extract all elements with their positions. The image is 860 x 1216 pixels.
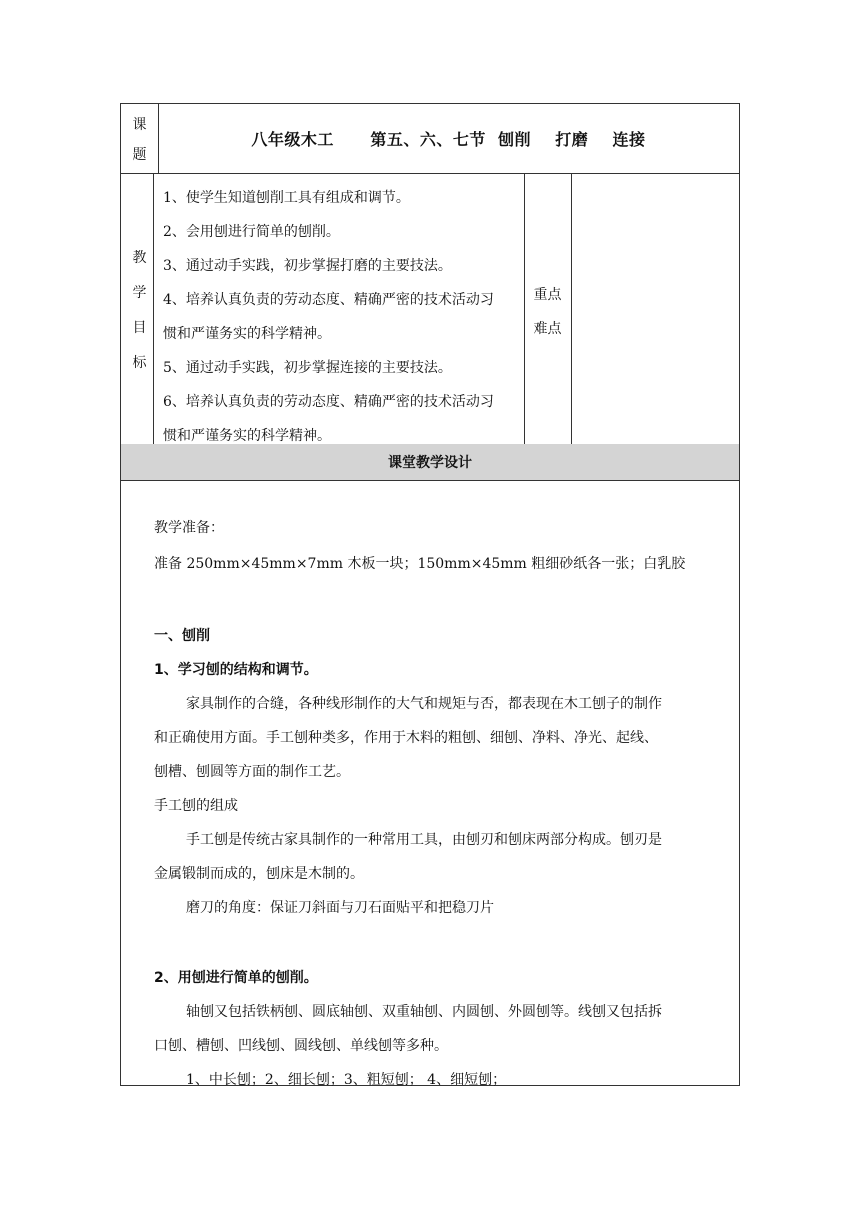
paragraph-line: 家具制作的合缝，各种线形制作的大气和规矩与否，都表现在木工刨子的制作 xyxy=(186,696,662,712)
heading-simple-planing: 2、用刨进行简单的刨削。 xyxy=(154,970,318,986)
objective-line: 3、通过动手实践，初步掌握打磨的主要技法。 xyxy=(163,258,452,274)
heading-plane-structure: 1、学习刨的结构和调节。 xyxy=(154,662,318,678)
section-header: 课堂教学设计 xyxy=(388,455,472,471)
title-label-char: 题 xyxy=(132,147,147,163)
objective-line: 4、培养认真负责的劳动态度、精确严密的技术活动习 xyxy=(163,292,494,308)
key-points-text: 重点 xyxy=(533,287,562,303)
paragraph-line: 刨槽、刨圆等方面的制作工艺。 xyxy=(154,764,350,780)
title-row xyxy=(121,104,739,173)
paragraph-line: 轴刨又包括铁柄刨、圆底轴刨、双重轴刨、内圆刨、外圆刨等。线刨又包括拆 xyxy=(186,1004,662,1020)
key-points-label xyxy=(524,278,571,346)
objective-line: 惯和严谨务实的科学精神。 xyxy=(163,326,331,342)
prep-text: 准备 250mm×45mm×7mm 木板一块；150mm×45mm 粗细砂纸各一张；白乳胶 xyxy=(154,556,686,572)
prep-heading: 教学准备： xyxy=(154,520,224,536)
objective-line: 惯和严谨务实的科学精神。 xyxy=(163,428,331,444)
paragraph-line: 磨刀的角度：保证刀斜面与刀石面贴平和把稳刀片 xyxy=(186,900,494,916)
objective-line: 5、通过动手实践，初步掌握连接的主要技法。 xyxy=(163,360,452,376)
objective-line: 1、使学生知道刨削工具有组成和调节。 xyxy=(163,190,410,206)
lesson-plan-table xyxy=(120,103,740,1086)
objectives-label-char: 标 xyxy=(132,355,147,371)
objectives-label-char: 学 xyxy=(132,285,147,301)
paragraph-line: 口刨、槽刨、凹线刨、圆线刨、单线刨等多种。 xyxy=(154,1038,448,1054)
section-header-row xyxy=(121,444,739,480)
objectives-list xyxy=(163,181,523,453)
objective-line: 2、会用刨进行简单的刨削。 xyxy=(163,224,340,240)
paragraph-line: 和正确使用方面。手工刨种类多，作用于木料的粗刨、细刨、净料、净光、起线、 xyxy=(154,730,658,746)
heading-planing: 一、刨削 xyxy=(154,628,210,644)
difficult-points-text: 难点 xyxy=(533,321,562,337)
paragraph-line: 金属锻制而成的，刨床是木制的。 xyxy=(154,866,364,882)
objectives-label-char: 教 xyxy=(132,250,147,266)
lesson-title: 八年级木工 第五、六、七节 刨削 打磨 连接 xyxy=(251,130,646,149)
objectives-label-char: 目 xyxy=(132,320,147,336)
title-label xyxy=(121,110,158,170)
objectives-row xyxy=(121,173,739,444)
subheading-plane-parts: 手工刨的组成 xyxy=(154,798,238,814)
objective-line: 6、培养认真负责的劳动态度、精确严密的技术活动习 xyxy=(163,394,494,410)
paragraph-line: 1、中长刨；2、细长刨；3、粗短刨； 4、细短刨； xyxy=(186,1072,507,1088)
paragraph-line: 手工刨是传统古家具制作的一种常用工具，由刨刃和刨床两部分构成。刨刃是 xyxy=(186,832,662,848)
title-label-char: 课 xyxy=(132,117,147,133)
